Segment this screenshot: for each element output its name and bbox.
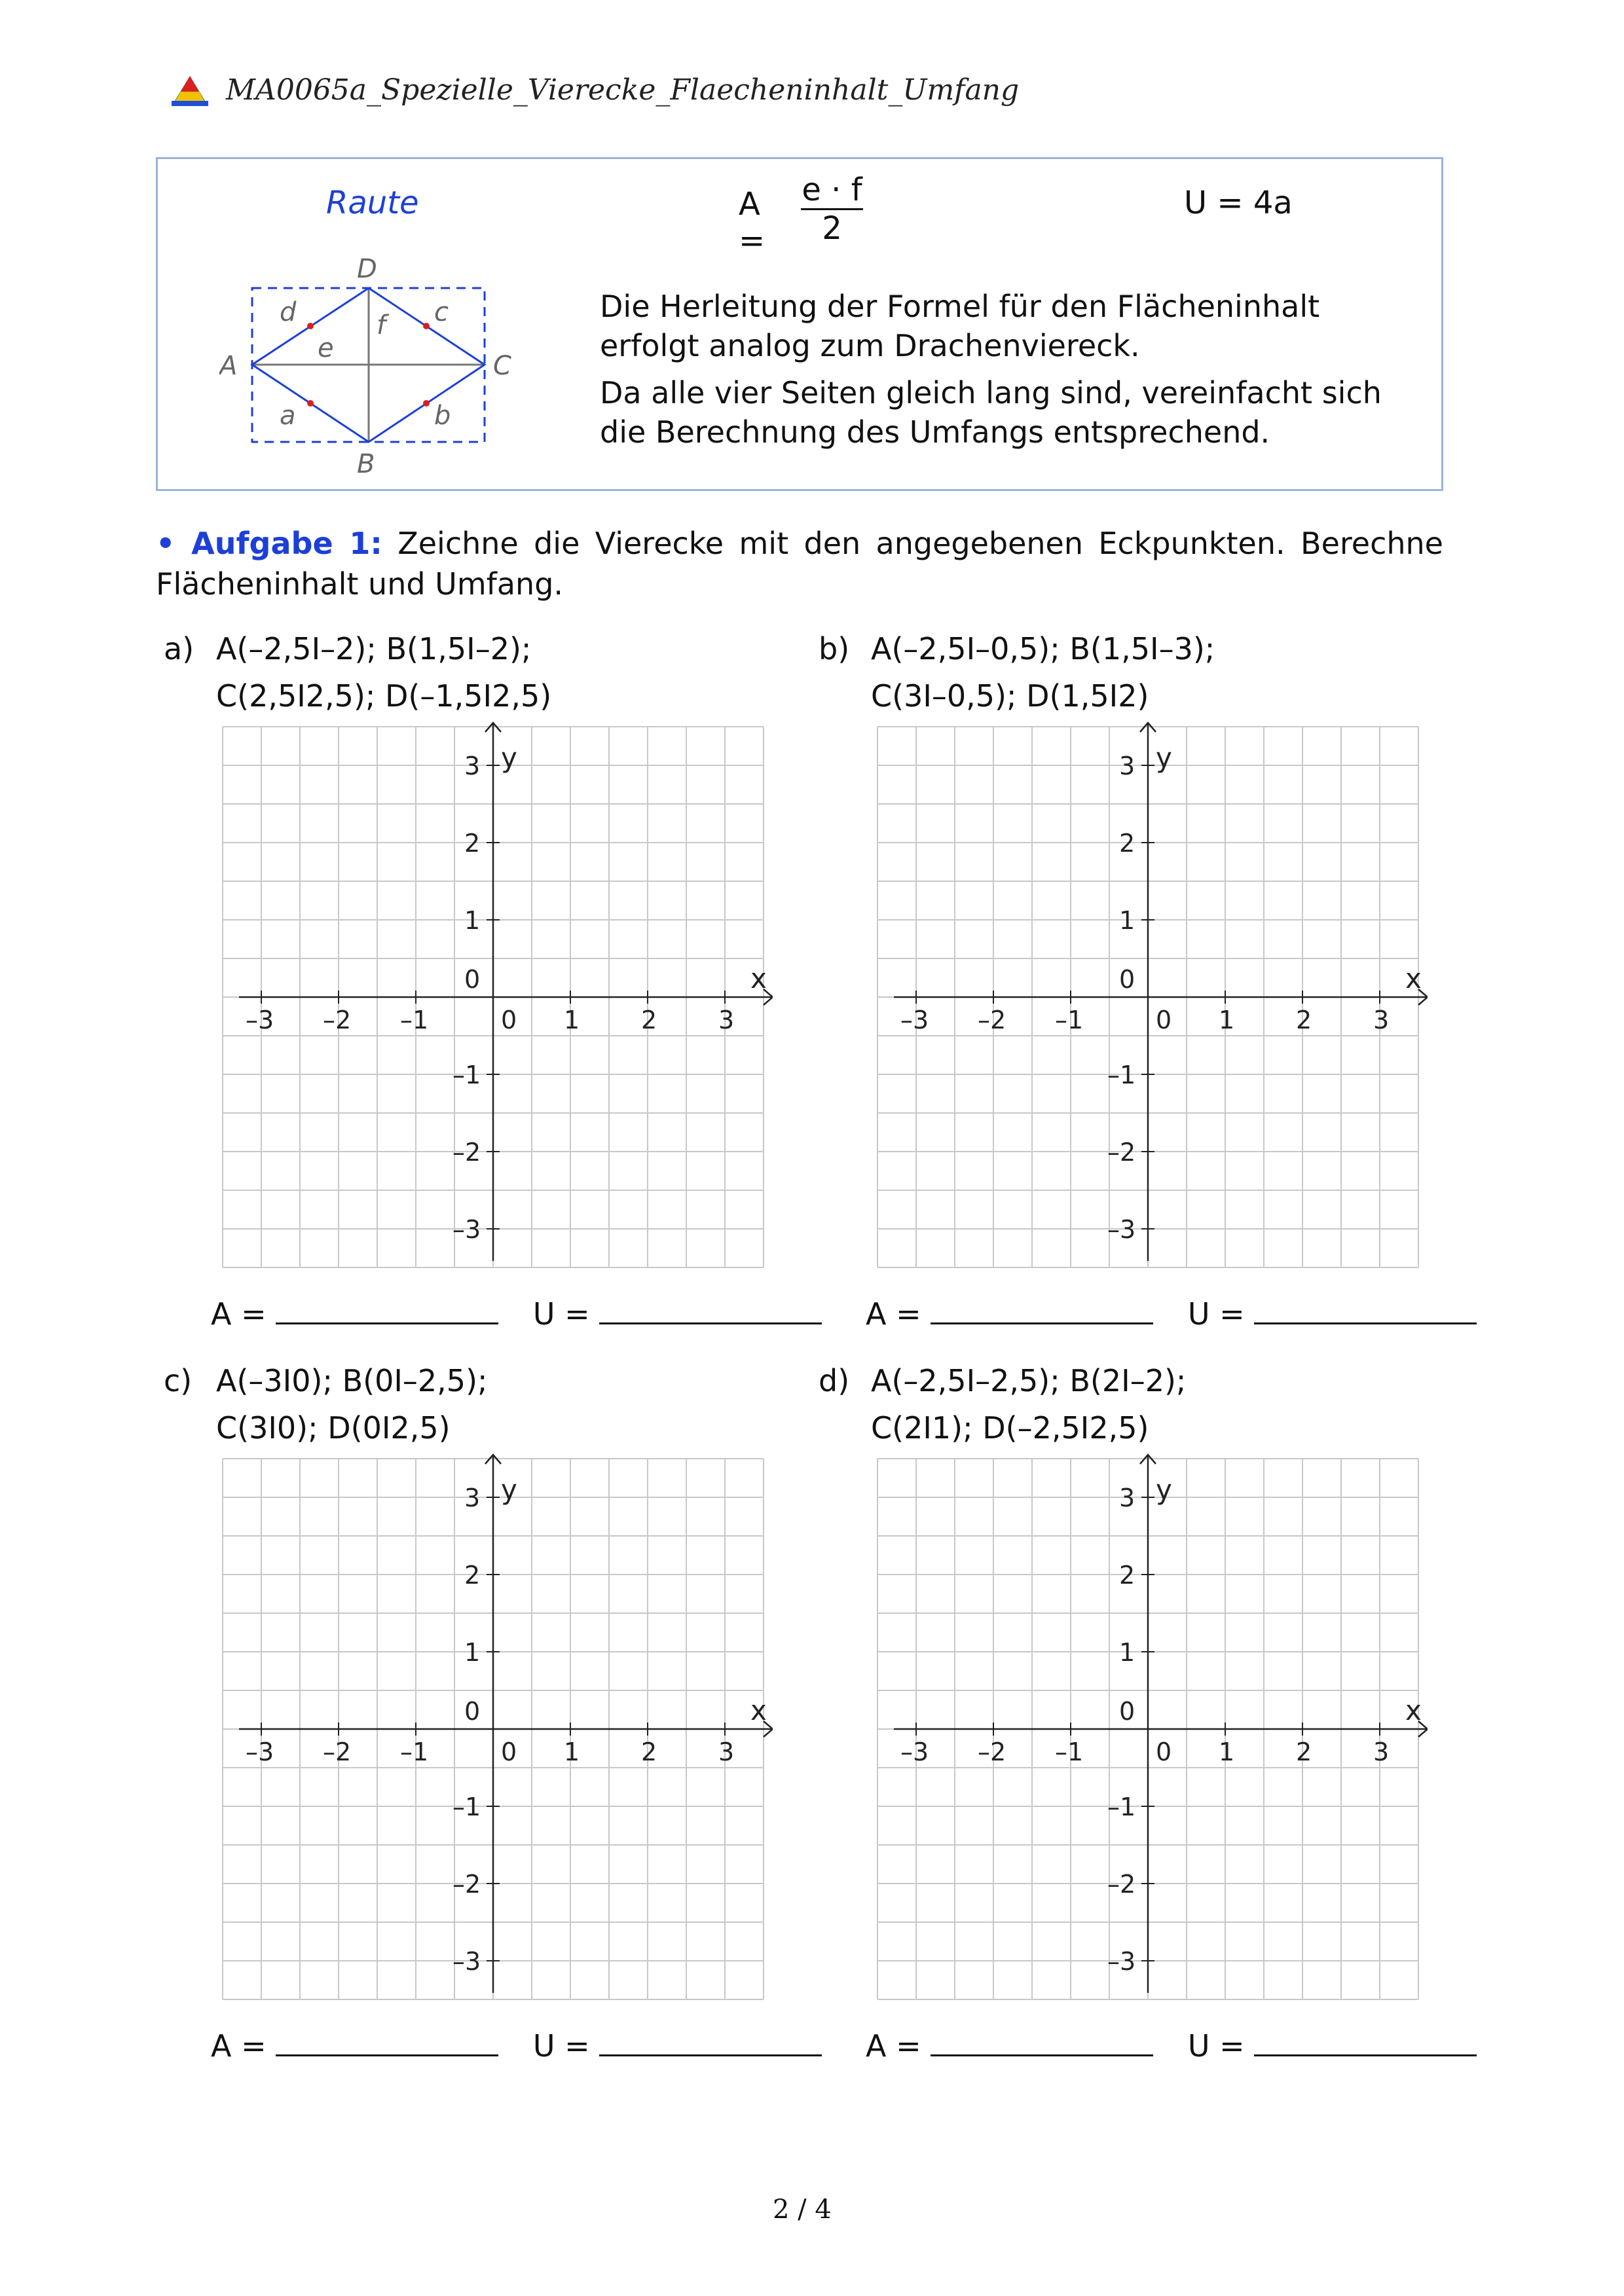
perimeter-answer-label: U = [1187,2028,1245,2064]
y-tick-label: 0 [1119,965,1135,994]
area-answer-field[interactable] [276,1296,498,1324]
y-tick-label: 1 [464,906,481,935]
y-axis-label: y [1156,1474,1172,1506]
side-label-d: d [280,297,297,327]
coordinate-grid-b[interactable] [845,720,1428,1296]
area-answer-label: A = [866,1296,921,1332]
perimeter-answer-field[interactable] [599,1296,822,1324]
y-tick-label: –3 [452,1947,481,1976]
perimeter-answer-field[interactable] [1254,1296,1477,1324]
subtask-letter: d) [819,1363,850,1398]
logo-icon [169,73,211,110]
y-tick-label: 1 [464,1638,481,1667]
task-intro [156,524,1443,563]
perimeter-formula: U = 4a [1184,185,1293,221]
perimeter-answer-field[interactable] [1254,2028,1477,2056]
x-tick-label: 2 [1296,1006,1312,1034]
subtask-letter: c) [164,1363,193,1398]
task-intro-line1: Zeichne die Vierecke mit den angegebenen Eckpunkten. Berechne [397,526,1443,561]
diagonal-label-e: e [318,333,334,363]
perimeter-answer-label: U = [1187,1296,1245,1332]
area-answer-label: A = [211,2028,267,2064]
y-tick-label: 0 [464,965,481,994]
x-tick-label: 1 [1219,1006,1235,1034]
page-number: 2 / 4 [773,2195,832,2225]
x-tick-label: 1 [1219,1738,1235,1766]
x-tick-label: –2 [978,1738,1006,1766]
y-tick-label: 3 [1119,1484,1135,1512]
midpoint-b [423,400,430,407]
vertex-label-b: B [357,449,375,479]
area-formula-lhs: A = [739,186,766,259]
side-label-a: a [280,401,296,431]
y-tick-label: –2 [1107,1138,1136,1167]
vertex-label-a: A [219,351,238,381]
area-answer-label: A = [866,2028,921,2064]
y-tick-label: –3 [1107,1215,1136,1244]
subtask-points-line1: A(–3I0); B(0I–2,5); [216,1363,488,1398]
box-explanation [600,287,1412,460]
subtask-points-line1: A(–2,5I–2,5); B(2I–2); [871,1363,1187,1398]
area-formula-denominator: 2 [822,210,842,247]
rhombus-diagram [219,249,527,484]
y-tick-label: 3 [464,752,481,780]
perimeter-answer-label: U = [532,1296,590,1332]
x-tick-label: –2 [323,1006,352,1034]
task-intro-line2: Flächeninhalt und Umfang. [156,566,564,602]
y-tick-label: 2 [464,1561,481,1590]
x-tick-label: 3 [1373,1738,1390,1766]
y-axis-label: y [501,1474,517,1506]
x-axis-label: x [750,962,767,994]
x-tick-label: 0 [1156,1006,1172,1034]
subtask-points-line2: C(3I0); D(0I2,5) [216,1410,451,1446]
y-tick-label: 2 [1119,829,1135,858]
vertex-label-d: D [357,254,377,284]
answer-row-c [211,2028,822,2064]
y-tick-label: 1 [1119,1638,1135,1667]
subtask-points-line2: C(3I–0,5); D(1,5I2) [871,678,1149,714]
y-tick-label: –3 [452,1215,481,1244]
y-tick-label: 1 [1119,906,1135,935]
x-tick-label: –1 [400,1006,429,1034]
perimeter-answer-label: U = [532,2028,590,2064]
side-label-b: b [434,401,451,431]
x-tick-label: 2 [1296,1738,1312,1766]
x-tick-label: –3 [246,1006,274,1034]
x-tick-label: –3 [246,1738,274,1766]
diagonal-label-f: f [377,310,386,340]
y-tick-label: –1 [1107,1793,1136,1821]
x-tick-label: 3 [718,1738,735,1766]
y-tick-label: 2 [1119,1561,1135,1590]
y-tick-label: 0 [464,1697,481,1726]
perimeter-answer-field[interactable] [599,2028,822,2056]
x-tick-label: –3 [900,1006,929,1034]
x-tick-label: 1 [564,1738,580,1766]
x-tick-label: 0 [501,1738,517,1766]
x-axis-label: x [1405,1694,1422,1726]
task-label: • Aufgabe 1: [156,526,382,561]
midpoint-d [307,323,314,329]
x-tick-label: 0 [1156,1738,1172,1766]
subtask-points-line2: C(2I1); D(–2,5I2,5) [871,1410,1149,1446]
midpoint-a [307,400,314,407]
y-tick-label: 2 [464,829,481,858]
y-tick-label: –1 [452,1061,481,1089]
area-answer-field[interactable] [276,2028,498,2056]
y-tick-label: –2 [452,1870,481,1899]
y-tick-label: –2 [1107,1870,1136,1899]
box-title: Raute [326,185,419,221]
answer-row-a [211,1296,822,1332]
x-tick-label: –1 [1055,1006,1084,1034]
x-tick-label: 1 [564,1006,580,1034]
answer-row-d [866,2028,1477,2064]
x-tick-label: 2 [641,1738,657,1766]
y-tick-label: 3 [464,1484,481,1512]
x-tick-label: –3 [900,1738,929,1766]
area-answer-field[interactable] [931,1296,1153,1324]
box-text-1: Die Herleitung der Formel für den Flächeninhalt erfolgt analog zum Drachenviereck. [600,289,1320,363]
y-axis-label: y [501,742,517,774]
area-formula-numerator: e · f [801,172,863,210]
side-label-c: c [434,297,449,327]
answer-row-b [866,1296,1477,1332]
x-tick-label: 3 [1373,1006,1390,1034]
x-axis-label: x [750,1694,767,1726]
midpoint-c [423,323,430,329]
subtask-points-line1: A(–2,5I–2); B(1,5I–2); [216,631,532,666]
x-tick-label: –1 [400,1738,429,1766]
y-tick-label: –1 [452,1793,481,1821]
subtask-points-line1: A(–2,5I–0,5); B(1,5I–3); [871,631,1215,666]
x-tick-label: 2 [641,1006,657,1034]
subtask-letter: a) [164,631,194,666]
coordinate-grid-c[interactable] [190,1452,773,2028]
document-title: MA0065a_Spezielle_Vierecke_Flaecheninhalt_Umfang [226,73,1020,107]
coordinate-grid-d[interactable] [845,1452,1428,2028]
x-axis-label: x [1405,962,1422,994]
x-tick-label: –2 [323,1738,352,1766]
x-tick-label: 0 [501,1006,517,1034]
area-answer-label: A = [211,1296,267,1332]
box-text-2: Da alle vier Seiten gleich lang sind, vereinfacht sich die Berechnung des Umfangs entsprechend. [600,375,1382,450]
y-axis-label: y [1156,742,1172,774]
y-tick-label: –1 [1107,1061,1136,1089]
y-tick-label: –3 [1107,1947,1136,1976]
subtask-letter: b) [819,631,850,666]
coordinate-grid-a[interactable] [190,720,773,1296]
y-tick-label: –2 [452,1138,481,1167]
y-tick-label: 0 [1119,1697,1135,1726]
area-answer-field[interactable] [931,2028,1153,2056]
x-tick-label: 3 [718,1006,735,1034]
x-tick-label: –2 [978,1006,1006,1034]
x-tick-label: –1 [1055,1738,1084,1766]
y-tick-label: 3 [1119,752,1135,780]
vertex-label-c: C [493,351,511,381]
subtask-points-line2: C(2,5I2,5); D(–1,5I2,5) [216,678,552,714]
